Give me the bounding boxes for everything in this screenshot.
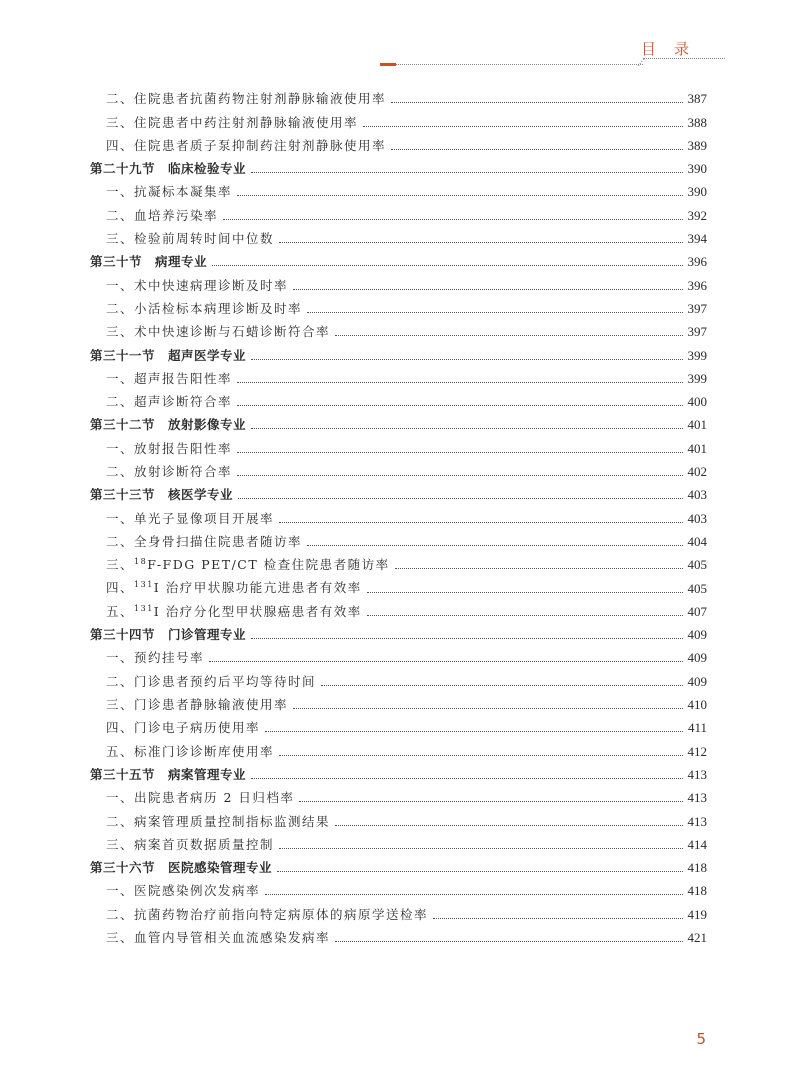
toc-entry[interactable]: [90, 434, 707, 457]
toc-page-number: 396: [687, 277, 707, 293]
dot-leader: [279, 755, 682, 756]
header-divider-upper: [643, 58, 725, 59]
toc-entry-label: [90, 576, 362, 597]
toc-page-number: 418: [687, 883, 707, 899]
toc-page-number: 403: [687, 487, 707, 503]
isotope-superscript: 131: [134, 580, 154, 590]
toc-page-number: 413: [687, 766, 707, 782]
toc-entry-label: 一、超声报告阳性率: [106, 370, 233, 386]
toc-entry-label: 一、放射报告阳性率: [106, 440, 233, 456]
toc-entry[interactable]: [90, 691, 707, 714]
dot-leader: [335, 335, 682, 336]
toc-entry-label-text: F-FDG PET/CT 检查住院患者随访率: [147, 557, 390, 573]
dot-leader: [299, 801, 682, 802]
toc-entry[interactable]: [90, 667, 707, 690]
dot-leader: [363, 126, 682, 127]
toc-entry[interactable]: [90, 644, 707, 667]
dot-leader: [265, 731, 683, 732]
toc-entry[interactable]: [90, 528, 707, 551]
toc-entry[interactable]: [90, 201, 707, 224]
header-divider-step: [638, 58, 654, 66]
toc-entry-label: 一、抗凝标本凝集率: [106, 184, 233, 200]
toc-page-number: 390: [687, 184, 707, 200]
toc-page-number: 401: [687, 417, 707, 433]
toc-entry[interactable]: [90, 924, 707, 947]
toc-entry-label: 第三十节 病理专业: [90, 254, 208, 270]
toc-entry-label-text: I 治疗甲状腺功能亢进患者有效率: [153, 580, 362, 596]
toc-entry-label: 三、血管内导管相关血流感染发病率: [106, 929, 331, 945]
toc-entry-label: 三、住院患者中药注射剂静脉输液使用率: [106, 114, 359, 130]
toc-section-entry[interactable]: [90, 481, 707, 504]
page-number: 5: [696, 1030, 706, 1048]
toc-page-number: 403: [687, 510, 707, 526]
dot-leader: [223, 219, 682, 220]
toc-entry-label: 二、病案管理质量控制指标监测结果: [106, 813, 331, 829]
toc-section-entry[interactable]: [90, 854, 707, 877]
toc-entry[interactable]: [90, 132, 707, 155]
dot-leader: [279, 848, 682, 849]
dot-leader: [251, 172, 682, 173]
toc-entry-label: 四、住院患者质子泵抑制药注射剂静脉使用率: [106, 137, 387, 153]
toc-entry-label: 三、病案首页数据质量控制: [106, 836, 275, 852]
toc-entry-label: 一、医院感染例次发病率: [106, 883, 261, 899]
toc-page-number: 399: [687, 347, 707, 363]
dot-leader: [251, 778, 682, 779]
toc-page-number: 389: [687, 137, 707, 153]
toc-entry-label: [90, 600, 362, 621]
toc-page-number: 411: [687, 720, 707, 736]
toc-entry[interactable]: [90, 388, 707, 411]
toc-entry[interactable]: [90, 831, 707, 854]
toc-page-number: 410: [687, 697, 707, 713]
dot-leader: [265, 894, 682, 895]
dot-leader: [367, 592, 683, 593]
toc-page-number: 413: [687, 813, 707, 829]
dot-leader: [251, 638, 682, 639]
toc-page-number: 397: [687, 300, 707, 316]
toc-page-number: 419: [687, 906, 707, 922]
toc-entry-label: 第三十三节 核医学专业: [90, 487, 234, 503]
toc-entry-label: 一、预约挂号率: [106, 650, 205, 666]
dot-leader: [279, 242, 682, 243]
toc-entry-label: 一、单光子显像项目开展率: [106, 510, 275, 526]
toc-entry-label: 二、血培养污染率: [106, 207, 219, 223]
toc-entry-label: 二、抗菌药物治疗前指向特定病原体的病原学送检率: [106, 906, 429, 922]
toc-entry-label: 一、出院患者病历 2 日归档率: [106, 790, 295, 806]
dot-leader: [321, 685, 682, 686]
toc-entry-label-prefix: 三、: [106, 557, 135, 573]
dot-leader: [237, 195, 682, 196]
toc-entry-label: 二、全身骨扫描住院患者随访率: [106, 533, 303, 549]
toc-entry-label: 二、门诊患者预约后平均等待时间: [106, 673, 317, 689]
table-of-contents: [90, 85, 707, 947]
toc-entry[interactable]: [90, 574, 707, 597]
toc-page-number: 400: [687, 394, 707, 410]
dot-leader: [251, 428, 682, 429]
dot-leader: [237, 405, 682, 406]
toc-page-number: 392: [687, 207, 707, 223]
toc-entry[interactable]: [90, 784, 707, 807]
toc-entry-label-prefix: 五、: [106, 603, 135, 619]
toc-page-number: 396: [687, 254, 707, 270]
toc-entry-label: 四、门诊电子病历使用率: [106, 720, 261, 736]
toc-entry[interactable]: [90, 318, 707, 341]
toc-entry[interactable]: [90, 458, 707, 481]
toc-entry-label: 二、住院患者抗菌药物注射剂静脉输液使用率: [106, 91, 387, 107]
toc-page-number: 409: [687, 627, 707, 643]
dot-leader: [237, 475, 682, 476]
toc-entry[interactable]: [90, 877, 707, 900]
toc-page-number: 409: [687, 650, 707, 666]
toc-entry[interactable]: [90, 598, 707, 621]
toc-entry-label-prefix: 四、: [106, 580, 135, 596]
toc-entry-label: [90, 553, 390, 574]
toc-entry[interactable]: [90, 737, 707, 760]
toc-entry-label: 二、超声诊断符合率: [106, 394, 233, 410]
toc-entry[interactable]: [90, 551, 707, 574]
toc-section-entry[interactable]: [90, 411, 707, 434]
toc-entry-label: 五、标准门诊诊断库使用率: [106, 743, 275, 759]
toc-entry[interactable]: [90, 178, 707, 201]
toc-entry-label: 第三十一节 超声医学专业: [90, 347, 247, 363]
dot-leader: [367, 615, 683, 616]
dot-leader: [237, 382, 682, 383]
toc-entry[interactable]: [90, 225, 707, 248]
toc-entry-label: 一、术中快速病理诊断及时率: [106, 277, 289, 293]
header-divider: [380, 64, 643, 65]
toc-section-entry[interactable]: [90, 621, 707, 644]
toc-entry-label: 二、放射诊断符合率: [106, 464, 233, 480]
dot-leader: [251, 359, 682, 360]
page-header-title: 目录: [640, 40, 707, 58]
toc-page-number: 418: [687, 860, 707, 876]
dot-leader: [293, 708, 682, 709]
toc-page-number: 405: [687, 557, 707, 573]
toc-page-number: 413: [687, 790, 707, 806]
toc-section-entry[interactable]: [90, 155, 707, 178]
toc-page-number: 421: [687, 929, 707, 945]
dot-leader: [293, 289, 682, 290]
toc-page-number: 409: [687, 673, 707, 689]
toc-page-number: 397: [687, 324, 707, 340]
dot-leader: [335, 941, 682, 942]
dot-leader: [433, 918, 682, 919]
toc-page-number: 407: [687, 603, 707, 619]
toc-page-number: 404: [687, 533, 707, 549]
dot-leader: [238, 498, 682, 499]
toc-entry-label: 三、门诊患者静脉输液使用率: [106, 697, 289, 713]
toc-page-number: 414: [687, 836, 707, 852]
toc-entry-label: 二、小活检标本病理诊断及时率: [106, 300, 303, 316]
dot-leader: [237, 452, 682, 453]
dot-leader: [212, 265, 682, 266]
toc-page-number: 390: [687, 161, 707, 177]
toc-entry[interactable]: [90, 714, 707, 737]
toc-page-number: 387: [687, 91, 707, 107]
toc-page-number: 402: [687, 464, 707, 480]
toc-page-number: 401: [687, 440, 707, 456]
dot-leader: [209, 661, 682, 662]
toc-entry-label: 第三十四节 门诊管理专业: [90, 627, 247, 643]
toc-section-entry[interactable]: [90, 341, 707, 364]
toc-entry-label: 第三十五节 病案管理专业: [90, 766, 247, 782]
toc-entry[interactable]: [90, 807, 707, 830]
dot-leader: [391, 102, 682, 103]
toc-entry[interactable]: [90, 504, 707, 527]
toc-page-number: 399: [687, 370, 707, 386]
dot-leader: [279, 522, 682, 523]
toc-entry[interactable]: [90, 85, 707, 108]
dot-leader: [391, 149, 682, 150]
dot-leader: [395, 568, 683, 569]
toc-entry-label: 第二十九节 临床检验专业: [90, 161, 247, 177]
dot-leader: [307, 312, 682, 313]
toc-section-entry[interactable]: [90, 761, 707, 784]
dot-leader: [277, 871, 682, 872]
isotope-superscript: 18: [134, 557, 148, 567]
isotope-superscript: 131: [134, 603, 154, 613]
toc-entry-label: 三、检验前周转时间中位数: [106, 231, 275, 247]
toc-section-entry[interactable]: [90, 248, 707, 271]
toc-entry-label: 第三十二节 放射影像专业: [90, 417, 247, 433]
toc-entry[interactable]: [90, 108, 707, 131]
toc-entry-label-text: I 治疗分化型甲状腺癌患者有效率: [153, 603, 362, 619]
toc-entry-label: 三、术中快速诊断与石蜡诊断符合率: [106, 324, 331, 340]
header-accent-bar: [380, 63, 396, 66]
toc-entry[interactable]: [90, 900, 707, 923]
dot-leader: [307, 545, 682, 546]
dot-leader: [335, 825, 682, 826]
toc-page-number: 412: [687, 743, 707, 759]
toc-entry[interactable]: [90, 295, 707, 318]
toc-page-number: 394: [687, 231, 707, 247]
toc-entry[interactable]: [90, 271, 707, 294]
toc-page-number: 405: [687, 580, 707, 596]
toc-entry-label: 第三十六节 医院感染管理专业: [90, 860, 273, 876]
toc-page-number: 388: [687, 114, 707, 130]
toc-entry[interactable]: [90, 365, 707, 388]
